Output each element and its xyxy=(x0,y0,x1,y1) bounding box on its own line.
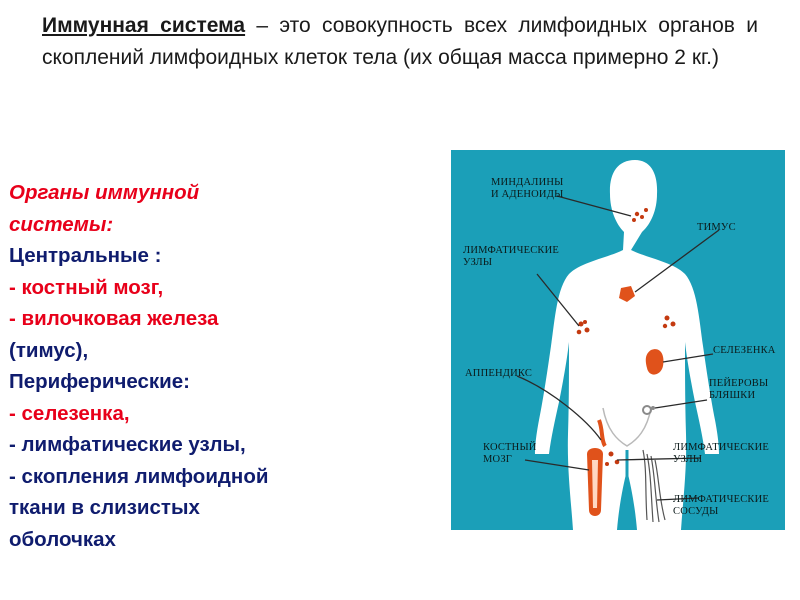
label-tonsils: МИНДАЛИНЫ И АДЕНОИДЫ xyxy=(491,177,564,200)
label-thymus: ТИМУС xyxy=(697,222,736,233)
central-label: Центральные : xyxy=(9,244,162,267)
label-peyer-patches: ПЕЙЕРОВЫ БЛЯШКИ xyxy=(709,378,769,401)
organs-heading-line2: системы: xyxy=(9,212,114,236)
peripheral-item: - скопления лимфоидной xyxy=(9,464,269,488)
peripheral-item: - селезенка, xyxy=(9,401,130,425)
central-item: - костный мозг, xyxy=(9,275,164,299)
body-illustration xyxy=(451,150,785,530)
intro-paragraph xyxy=(42,10,758,74)
peripheral-label: Периферические: xyxy=(9,370,190,393)
intro-definition: – это совокупность всех лимфоидных органов и скоплений лимфоидных клеток тела (их общая масса примерно 2 кг.) xyxy=(42,14,758,69)
intro-term: Иммунная система xyxy=(42,14,246,37)
label-lymph-nodes-upper: ЛИМФАТИЧЕСКИЕ УЗЛЫ xyxy=(463,245,560,268)
spleen-shape xyxy=(646,349,664,374)
organs-heading-line1: Органы иммунной xyxy=(9,181,200,204)
organs-list xyxy=(9,177,429,555)
label-appendix: АППЕНДИКС xyxy=(465,368,533,379)
central-item: - вилочковая железа xyxy=(9,307,219,330)
label-lymph-vessels: ЛИМФАТИЧЕСКИЕ СОСУДЫ xyxy=(673,494,770,517)
central-item: (тимус), xyxy=(9,338,89,362)
immune-system-figure xyxy=(451,150,785,530)
peripheral-item: ткани в слизистых xyxy=(9,496,200,519)
label-bone-marrow: КОСТНЫЙ МОЗГ xyxy=(483,442,537,465)
label-spleen: СЕЛЕЗЕНКА xyxy=(713,345,776,356)
peripheral-item: оболочках xyxy=(9,527,116,551)
label-lymph-nodes-lower: ЛИМФАТИЧЕСКИЕ УЗЛЫ xyxy=(673,442,770,465)
peripheral-item: - лимфатические узлы, xyxy=(9,433,246,456)
